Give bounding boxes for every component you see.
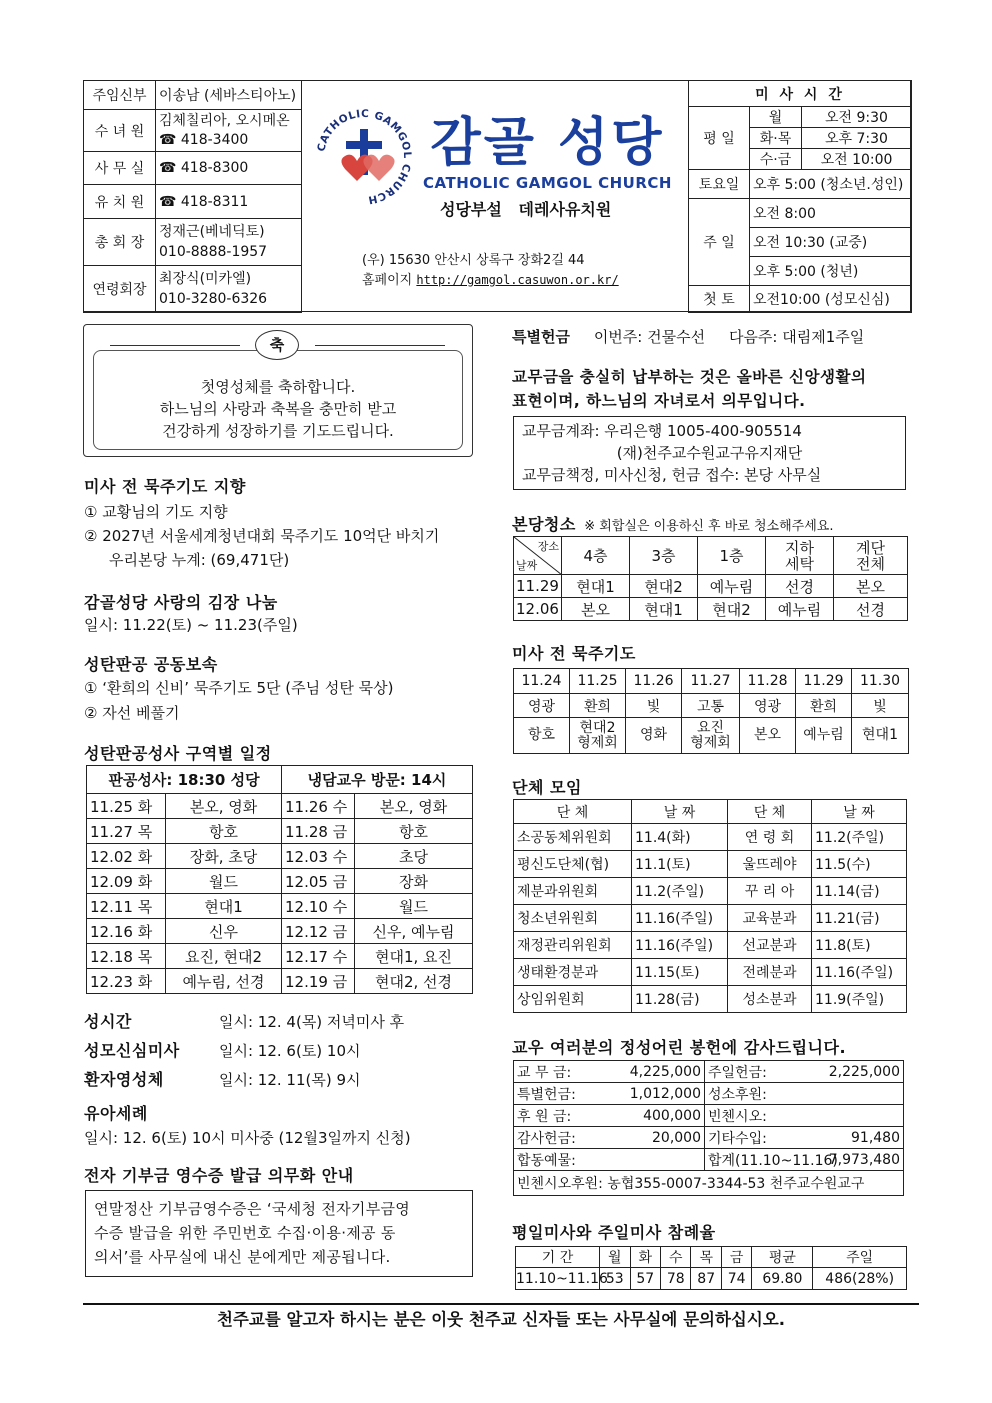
cleaning-header: 3층 xyxy=(630,537,698,575)
rosary-mystery: 고통 xyxy=(682,694,740,718)
offering-row xyxy=(514,1149,904,1171)
confession-head-right: 냉담교우 방문: 14시 xyxy=(282,766,473,794)
contact-label: 주임신부 xyxy=(84,81,156,110)
visit-date: 12.12 금 xyxy=(282,919,355,944)
groups-header: 날 짜 xyxy=(632,800,728,824)
contact-phone: 010-3280-6326 xyxy=(159,291,268,307)
confession-title: 성탄판공성사 구역별 일정 xyxy=(84,744,272,763)
confession-row xyxy=(87,919,473,944)
weekday-time: 오전 10:00 xyxy=(802,149,912,170)
special-label: 특별헌금 xyxy=(512,328,570,346)
confession-zone: 예누림, 선경 xyxy=(166,969,282,994)
cleaning-title: 본당청소 xyxy=(512,515,576,534)
confession-zone: 신우 xyxy=(166,919,282,944)
group-date: 11.14(금) xyxy=(812,878,907,905)
confession-row xyxy=(87,869,473,894)
contact-label: 사 무 실 xyxy=(84,152,156,185)
group-name: 선교분과 xyxy=(728,932,812,959)
offering-amount: 20,000 xyxy=(590,1127,705,1149)
confession-row xyxy=(87,969,473,994)
group-row xyxy=(514,959,907,986)
special-next-value: 대림제1주일 xyxy=(782,328,865,346)
group-name: 전례분과 xyxy=(728,959,812,986)
confession-date: 12.02 화 xyxy=(87,844,166,869)
offering-label: 기타수입: xyxy=(705,1127,804,1149)
cleaning-zone: 선경 xyxy=(834,598,908,621)
christmas-item: ② 자선 베풀기 xyxy=(84,704,180,722)
offering-label: 합계(11.10~11.16) xyxy=(705,1149,804,1171)
offering-amount xyxy=(804,1083,904,1105)
christmas-item: ① ‘환희의 신비’ 묵주기도 5단 (주님 성탄 묵상) xyxy=(84,679,394,697)
event-name: 성모신심미사 xyxy=(84,1041,180,1060)
ribbon-right xyxy=(315,345,445,346)
saturday-label: 토요일 xyxy=(689,170,750,199)
visit-date: 12.03 수 xyxy=(282,844,355,869)
cleaning-corner-top: 장소 xyxy=(537,540,559,553)
offering-row xyxy=(514,1105,904,1127)
cleaning-row xyxy=(514,598,908,621)
offering-label: 합동예물: xyxy=(514,1149,590,1171)
cleaning-heading xyxy=(512,512,833,535)
weekday-label: 평 일 xyxy=(689,107,750,170)
dues-box xyxy=(513,416,906,490)
cleaning-zone: 현대1 xyxy=(562,575,630,598)
confession-zone: 장화, 초당 xyxy=(166,844,282,869)
rosary-intent-item: ① 교황님의 기도 지향 xyxy=(84,503,228,521)
visit-zone: 현대2, 선경 xyxy=(355,969,473,994)
cleaning-zone: 예누림 xyxy=(698,575,766,598)
rosary-date: 11.25 xyxy=(570,669,626,694)
group-name: 꾸 리 아 xyxy=(728,878,812,905)
homepage-line xyxy=(362,269,619,288)
attendance-title: 평일미사와 주일미사 참례율 xyxy=(512,1223,716,1242)
visit-date: 12.17 수 xyxy=(282,944,355,969)
cleaning-note: ※ 회합실은 이용하신 후 바로 청소해주세요. xyxy=(584,519,834,534)
group-date: 11.2(주일) xyxy=(632,878,728,905)
group-name: 상임위원회 xyxy=(514,986,632,1013)
group-date: 11.28(금) xyxy=(632,986,728,1013)
group-date: 11.5(수) xyxy=(812,851,907,878)
attendance-value: 74 xyxy=(721,1268,751,1290)
groups-header: 날 짜 xyxy=(812,800,907,824)
rosary-date: 11.30 xyxy=(852,669,909,694)
church-title: 감골 성당 xyxy=(430,113,665,173)
church-title-en: CATHOLIC GAMGOL CHURCH xyxy=(423,174,672,192)
offering-label: 성소후원: xyxy=(705,1083,804,1105)
visit-zone: 현대1, 요진 xyxy=(355,944,473,969)
confession-zone: 항호 xyxy=(166,819,282,844)
offering-amount: 1,012,000 xyxy=(590,1083,705,1105)
group-name: 평신도단체(협) xyxy=(514,851,632,878)
event-row xyxy=(84,1008,404,1037)
rosary-row xyxy=(514,694,909,718)
group-date: 11.2(주일) xyxy=(812,824,907,851)
visit-date: 12.19 금 xyxy=(282,969,355,994)
attendance-header: 평균 xyxy=(752,1247,813,1268)
confession-zone: 본오, 영화 xyxy=(166,794,282,819)
weekday-day: 화·목 xyxy=(750,128,802,149)
cleaning-zone: 현대2 xyxy=(698,598,766,621)
homepage-link[interactable]: http://gamgol.casuwon.or.kr/ xyxy=(416,273,619,287)
offering-amount xyxy=(804,1105,904,1127)
dues-line: 교무금계좌: 우리은행 1005-400-905514 xyxy=(522,422,802,440)
event-name: 성시간 xyxy=(84,1012,132,1031)
saturday-time: 오후 5:00 (청소년.성인) xyxy=(750,170,912,199)
congrats-line: 하느님의 사랑과 축복을 충만히 받고 xyxy=(159,400,397,418)
groups-header: 단 체 xyxy=(728,800,812,824)
cleaning-zone: 예누림 xyxy=(766,598,834,621)
cleaning-corner xyxy=(514,537,562,575)
confession-zone: 요진, 현대2 xyxy=(166,944,282,969)
confession-date: 12.11 목 xyxy=(87,894,166,919)
rosary-group: 현대1 xyxy=(852,718,909,754)
special-this-label: 이번주: xyxy=(593,328,643,346)
group-row xyxy=(514,932,907,959)
confession-row xyxy=(87,819,473,844)
attendance-header: 목 xyxy=(691,1247,721,1268)
dues-line: (재)천주교수원교구유지재단 xyxy=(616,444,803,462)
group-date: 11.8(토) xyxy=(812,932,907,959)
cleaning-header: 계단 전체 xyxy=(834,537,908,575)
confession-date: 12.09 화 xyxy=(87,869,166,894)
groups-header: 단 체 xyxy=(514,800,632,824)
cleaning-date: 12.06 xyxy=(514,598,562,621)
attendance-value: 69.80 xyxy=(752,1268,813,1290)
offering-table xyxy=(513,1060,904,1196)
group-date: 11.16(주일) xyxy=(812,959,907,986)
visit-zone: 본오, 영화 xyxy=(355,794,473,819)
offering-amount: 91,480 xyxy=(804,1127,904,1149)
contact-phone: ☎ 418-8300 xyxy=(156,152,302,185)
rosary-group: 항호 xyxy=(514,718,570,754)
visit-zone: 월드 xyxy=(355,894,473,919)
cleaning-date: 11.29 xyxy=(514,575,562,598)
group-name: 연 령 회 xyxy=(728,824,812,851)
offering-amount: 4,225,000 xyxy=(590,1061,705,1083)
rosary-table xyxy=(513,668,909,754)
attendance-header: 월 xyxy=(600,1247,630,1268)
groups-title: 단체 모임 xyxy=(512,778,582,797)
rosary-group: 본오 xyxy=(740,718,796,754)
weekday-time: 오후 7:30 xyxy=(802,128,912,149)
rosary-mystery: 영광 xyxy=(514,694,570,718)
confession-date: 11.25 화 xyxy=(87,794,166,819)
congrats-badge xyxy=(255,330,299,360)
rosary-group: 요진 형제회 xyxy=(682,718,740,754)
visit-zone: 항호 xyxy=(355,819,473,844)
visit-zone: 장화 xyxy=(355,869,473,894)
group-date: 11.9(주일) xyxy=(812,986,907,1013)
contact-label: 연령회장 xyxy=(84,266,156,313)
cleaning-zone: 본오 xyxy=(834,575,908,598)
special-this-value: 건물수선 xyxy=(647,328,706,346)
church-logo xyxy=(312,105,416,209)
cleaning-corner-bottom: 날짜 xyxy=(516,559,538,572)
special-next-label: 다음주: xyxy=(728,328,778,346)
footer-text: 천주교를 알고자 하시는 분은 이웃 천주교 신자들 또는 사무실에 문의하십시오. xyxy=(216,1310,785,1329)
rosary-date: 11.24 xyxy=(514,669,570,694)
rosary-table-title: 미사 전 묵주기도 xyxy=(512,644,636,663)
rosary-date: 11.26 xyxy=(626,669,682,694)
contact-table xyxy=(83,80,302,313)
christmas-list xyxy=(84,676,393,726)
kimchi-text: 일시: 11.22(토) ~ 11.23(주일) xyxy=(84,616,298,634)
group-date: 11.1(토) xyxy=(632,851,728,878)
receipt-title: 전자 기부금 영수증 발급 의무화 안내 xyxy=(84,1166,354,1185)
offering-label: 교 무 금: xyxy=(514,1061,590,1083)
event-row xyxy=(84,1066,404,1095)
attendance-header: 수 xyxy=(661,1247,691,1268)
offering-row xyxy=(514,1083,904,1105)
weekday-day: 수·금 xyxy=(750,149,802,170)
offering-label: 빈첸시오: xyxy=(705,1105,804,1127)
group-name: 교육분과 xyxy=(728,905,812,932)
rosary-intent-sub: 우리본당 누계: (69,471단) xyxy=(109,551,290,569)
cleaning-row xyxy=(514,575,908,598)
groups-table xyxy=(513,799,907,1013)
rosary-group: 현대2 형제회 xyxy=(570,718,626,754)
rosary-mystery: 빛 xyxy=(626,694,682,718)
attendance-value: 78 xyxy=(661,1268,691,1290)
mass-title: 미 사 시 간 xyxy=(689,81,912,107)
group-name: 소공동체위원회 xyxy=(514,824,632,851)
cleaning-zone: 현대1 xyxy=(630,598,698,621)
contact-label: 유 치 원 xyxy=(84,185,156,219)
offering-row xyxy=(514,1127,904,1149)
confession-row xyxy=(87,944,473,969)
special-offering xyxy=(512,326,864,347)
confession-zone: 월드 xyxy=(166,869,282,894)
receipt-line: 수증 발급을 위한 주민번호 수집·이용·제공 동 xyxy=(94,1224,396,1242)
christmas-title: 성탄판공 공동보속 xyxy=(84,655,218,674)
visit-date: 12.05 금 xyxy=(282,869,355,894)
attendance-value: 486(28%) xyxy=(813,1268,907,1290)
event-name: 환자영성체 xyxy=(84,1070,164,1089)
rosary-row xyxy=(514,669,909,694)
homepage-label: 홈페이지 xyxy=(362,273,413,288)
sunday-time: 오전 8:00 xyxy=(750,199,912,228)
confession-date: 11.27 목 xyxy=(87,819,166,844)
confession-row xyxy=(87,844,473,869)
congrats-line: 건강하게 성장하기를 기도드립니다. xyxy=(162,422,394,440)
kindergarten-line xyxy=(440,197,611,220)
visit-zone: 신우, 예누림 xyxy=(355,919,473,944)
group-name: 청소년위원회 xyxy=(514,905,632,932)
confession-date: 12.16 화 xyxy=(87,919,166,944)
sunday-label: 주 일 xyxy=(689,199,750,286)
rosary-intent-list xyxy=(84,500,439,572)
attendance-header: 기 간 xyxy=(516,1247,600,1268)
offering-amount xyxy=(590,1149,705,1171)
footer-rule xyxy=(83,1303,919,1305)
dues-title-line: 교무금을 충실히 납부하는 것은 올바른 신앙생활의 xyxy=(512,368,867,386)
attendance-table xyxy=(515,1246,907,1290)
group-name: 성소분과 xyxy=(728,986,812,1013)
weekday-time: 오전 9:30 xyxy=(802,107,912,128)
rosary-mystery: 환희 xyxy=(570,694,626,718)
group-name: 제분과위원회 xyxy=(514,878,632,905)
contact-phone: ☎ 418-8311 xyxy=(156,185,302,219)
offering-label: 감사헌금: xyxy=(514,1127,590,1149)
mass-times-table xyxy=(688,80,912,313)
cleaning-zone: 선경 xyxy=(766,575,834,598)
contact-phone: ☎ 418-3400 xyxy=(159,131,249,148)
rosary-group: 영화 xyxy=(626,718,682,754)
group-date: 11.4(화) xyxy=(632,824,728,851)
confession-head-left: 판공성사: 18:30 성당 xyxy=(87,766,282,794)
cleaning-header: 지하 세탁 xyxy=(766,537,834,575)
group-name: 울뜨레야 xyxy=(728,851,812,878)
contact-value: 이송남 (세바스티아노) xyxy=(156,81,302,110)
congrats-badge-text: 축 xyxy=(269,336,285,354)
contact-value: 김체칠리아, 오시메온 xyxy=(159,112,290,129)
offering-row xyxy=(514,1061,904,1083)
group-row xyxy=(514,851,907,878)
rosary-intent-title: 미사 전 묵주기도 지향 xyxy=(84,477,246,496)
group-row xyxy=(514,878,907,905)
confession-table xyxy=(86,765,473,994)
offering-label: 후 원 금: xyxy=(514,1105,590,1127)
rosary-group: 예누림 xyxy=(796,718,852,754)
rosary-row xyxy=(514,718,909,754)
visit-date: 11.28 금 xyxy=(282,819,355,844)
address: (우) 15630 안산시 상록구 장화2길 44 xyxy=(362,253,585,268)
attendance-header: 주일 xyxy=(813,1247,907,1268)
kindergarten-name: 데레사유치원 xyxy=(518,200,612,219)
rosary-date: 11.27 xyxy=(682,669,740,694)
group-date: 11.21(금) xyxy=(812,905,907,932)
confession-zone: 현대1 xyxy=(166,894,282,919)
group-date: 11.15(토) xyxy=(632,959,728,986)
congrats-line: 첫영성체를 축하합니다. xyxy=(200,378,356,396)
congrats-text xyxy=(93,376,463,442)
event-text: 일시: 12. 6(토) 10시 xyxy=(219,1042,361,1060)
kindergarten-label: 성당부설 xyxy=(440,200,502,219)
cleaning-zone: 현대2 xyxy=(630,575,698,598)
rosary-date: 11.28 xyxy=(740,669,796,694)
rosary-date: 11.29 xyxy=(796,669,852,694)
receipt-box xyxy=(85,1190,473,1277)
contact-value: 최장식(미카엘) xyxy=(159,271,252,287)
event-text: 일시: 12. 11(목) 9시 xyxy=(219,1071,361,1089)
offering-label: 주일헌금: xyxy=(705,1061,804,1083)
rosary-mystery: 빛 xyxy=(852,694,909,718)
offering-amount: 400,000 xyxy=(590,1105,705,1127)
group-date: 11.16(주일) xyxy=(632,932,728,959)
infant-text: 일시: 12. 6(토) 10시 미사중 (12월3일까지 신청) xyxy=(84,1129,411,1147)
offering-title: 교우 여러분의 정성어린 봉헌에 감사드립니다. xyxy=(512,1038,847,1057)
confession-row xyxy=(87,794,473,819)
contact-label: 수 녀 원 xyxy=(84,110,156,152)
contact-value: 정재근(베네딕토) xyxy=(159,224,265,240)
contact-label: 총 회 장 xyxy=(84,219,156,266)
dues-title-line: 표현이며, 하느님의 자녀로서 의무입니다. xyxy=(512,392,806,410)
group-date: 11.16(주일) xyxy=(632,905,728,932)
attendance-value: 11.10~11.16 xyxy=(516,1268,600,1290)
rosary-mystery: 영광 xyxy=(740,694,796,718)
group-row xyxy=(514,986,907,1013)
attendance-header: 화 xyxy=(630,1247,660,1268)
attendance-header: 금 xyxy=(721,1247,751,1268)
group-row xyxy=(514,905,907,932)
dues-title xyxy=(512,365,866,413)
visit-date: 11.26 수 xyxy=(282,794,355,819)
rosary-mystery: 환희 xyxy=(796,694,852,718)
rosary-intent-item: ② 2027년 서울세계청년대회 묵주기도 10억단 바치기 xyxy=(84,527,440,545)
sunday-time: 오후 5:00 (청년) xyxy=(750,257,912,286)
infant-title: 유아세례 xyxy=(84,1104,148,1123)
attendance-value: 57 xyxy=(630,1268,660,1290)
logo-ring-text: CATHOLIC GAMGOL CHURCH xyxy=(315,107,414,206)
first-sat-label: 첫 토 xyxy=(689,286,750,313)
first-sat-time: 오전10:00 (성모신심) xyxy=(750,286,912,313)
event-row xyxy=(84,1037,404,1066)
attendance-value: 53 xyxy=(600,1268,630,1290)
kimchi-title: 감골성당 사랑의 김장 나눔 xyxy=(84,593,278,612)
confession-date: 12.23 화 xyxy=(87,969,166,994)
ribbon-left xyxy=(110,345,240,346)
offering-amount: 7,973,480 xyxy=(804,1149,904,1171)
attendance-value: 87 xyxy=(691,1268,721,1290)
visit-date: 12.10 수 xyxy=(282,894,355,919)
receipt-line: 의서’를 사무실에 내신 분에게만 제공됩니다. xyxy=(94,1248,391,1266)
group-name: 재정관리위원회 xyxy=(514,932,632,959)
receipt-line: 연말정산 기부금영수증은 ‘국세청 전자기부금영 xyxy=(94,1200,411,1218)
group-row xyxy=(514,824,907,851)
weekday-day: 월 xyxy=(750,107,802,128)
dues-line: 교무금책정, 미사신청, 헌금 접수: 본당 사무실 xyxy=(522,466,822,484)
offering-label: 특별헌금: xyxy=(514,1083,590,1105)
events-list xyxy=(84,1008,404,1095)
cleaning-table xyxy=(513,536,908,621)
confession-row xyxy=(87,894,473,919)
cleaning-zone: 본오 xyxy=(562,598,630,621)
sunday-time: 오전 10:30 (교중) xyxy=(750,228,912,257)
contact-phone: 010-8888-1957 xyxy=(159,244,268,260)
confession-date: 12.18 목 xyxy=(87,944,166,969)
cleaning-header: 4층 xyxy=(562,537,630,575)
offering-amount: 2,225,000 xyxy=(804,1061,904,1083)
visit-zone: 초당 xyxy=(355,844,473,869)
event-text: 일시: 12. 4(목) 저녁미사 후 xyxy=(219,1013,405,1031)
cleaning-header: 1층 xyxy=(698,537,766,575)
offering-footer: 빈첸시오후원: 농협355-0007-3344-53 천주교수원교구 xyxy=(514,1171,904,1196)
group-name: 생태환경분과 xyxy=(514,959,632,986)
